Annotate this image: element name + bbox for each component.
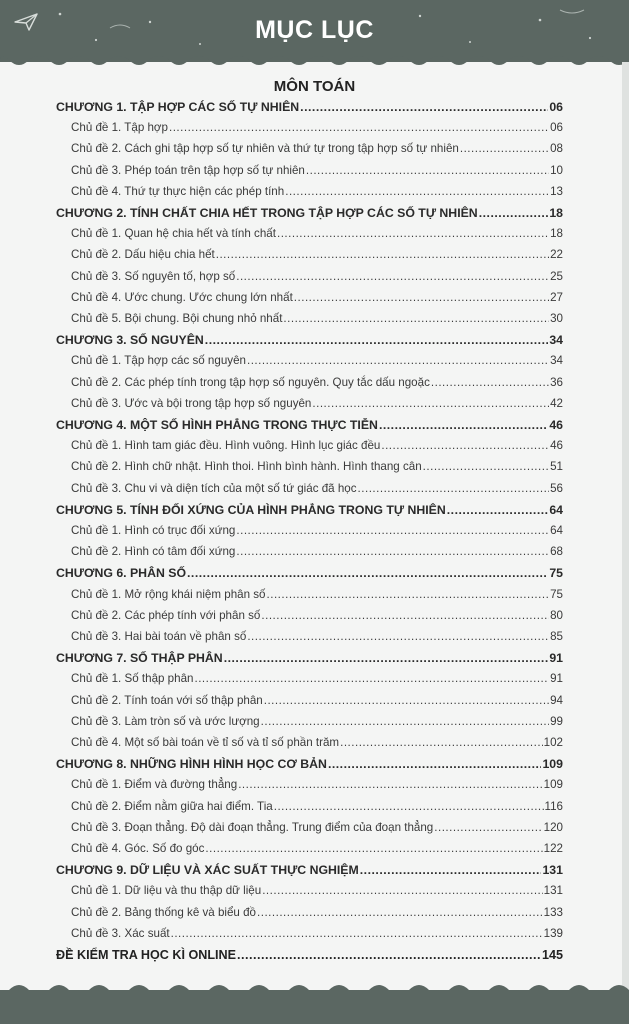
toc-page-number: 18 (550, 227, 563, 241)
toc-chapter-entry (56, 330, 563, 350)
toc-topic-entry (71, 267, 563, 287)
dot-leader (194, 669, 549, 689)
toc-page-number: 91 (549, 651, 563, 666)
toc-chapter-entry (56, 203, 563, 223)
dot-leader (247, 351, 549, 371)
toc-entry-label: Chủ đề 4. Thứ tự thực hiện các phép tính (71, 184, 285, 198)
dot-leader (257, 903, 543, 923)
toc-entry-label: CHƯƠNG 3. SỐ NGUYÊN (56, 333, 204, 348)
toc-entry-label: Chủ đề 1. Quan hệ chia hết và tính chất (71, 227, 276, 241)
toc-page-number: 133 (543, 905, 563, 919)
toc-topic-entry (71, 457, 563, 477)
dot-leader (447, 500, 549, 520)
toc-entry-label: ĐỀ KIỂM TRA HỌC KÌ ONLINE (56, 948, 237, 962)
toc-topic-entry (71, 182, 563, 202)
toc-entry-label: Chủ đề 3. Xác suất (71, 926, 170, 940)
toc-entry-label: Chủ đề 3. Phép toán trên tập hợp số tự nhiên (71, 163, 305, 177)
toc-page-number: 22 (550, 248, 563, 262)
toc-entry-label: Chủ đề 3. Chu vi và diện tích của một số tứ giác đã học (71, 481, 357, 495)
toc-entry-label: Chủ đề 3. Đoạn thẳng. Độ dài đoạn thẳng. Trung điểm của đoạn thẳng (71, 820, 434, 834)
toc-page-number: 56 (550, 481, 563, 495)
subject-heading: MÔN TOÁN (273, 78, 356, 95)
dot-leader (238, 775, 542, 795)
toc-chapter-entry (56, 563, 563, 583)
toc-page-number: 42 (550, 396, 563, 410)
dot-leader (358, 479, 550, 499)
toc-topic-entry (71, 521, 563, 541)
toc-page-number: 10 (550, 163, 563, 177)
dot-leader (306, 161, 549, 181)
toc-entry-label: Chủ đề 2. Bảng thống kê và biểu đồ (71, 905, 256, 919)
toc-page-number: 25 (550, 269, 563, 283)
toc-entry-label: Chủ đề 4. Góc. Số đo góc (71, 842, 205, 855)
toc-entry-label: CHƯƠNG 9. DỮ LIỆU VÀ XÁC SUẤT THỰC NGHIỆM (56, 863, 359, 878)
dot-leader (169, 118, 549, 138)
toc-chapter-entry (56, 500, 563, 520)
dot-leader (247, 627, 549, 647)
toc-topic-entry (71, 818, 563, 838)
toc-entry-label: Chủ đề 2. Tính toán với số thập phân (71, 693, 263, 707)
toc-topic-entry (71, 712, 563, 732)
toc-topic-entry (71, 775, 563, 795)
toc-entry-label: Chủ đề 2. Điểm nằm giữa hai điểm. Tia (71, 799, 273, 813)
toc-topic-entry (71, 797, 563, 817)
dot-leader (300, 97, 548, 117)
toc-entry-label: Chủ đề 1. Mở rộng khái niệm phân số (71, 587, 266, 601)
toc-topic-entry (71, 691, 563, 711)
dot-leader (294, 288, 549, 308)
toc-page-number: 18 (549, 206, 563, 220)
toc-entry-label: Chủ đề 2. Các phép tính trong tập hợp số nguyên. Quy tắc dấu ngoặc (71, 375, 430, 389)
dot-leader (224, 648, 549, 668)
toc-page-number: 102 (543, 736, 563, 749)
toc-page-number: 109 (542, 757, 563, 772)
toc-entry-label: CHƯƠNG 6. PHÂN SỐ (56, 566, 187, 581)
dot-leader (460, 139, 549, 159)
toc-entry-label: CHƯƠNG 2. TÍNH CHẤT CHIA HẾT TRONG TẬP HỢP CÁC SỐ TỰ NHIÊN (56, 206, 478, 220)
toc-page-number: 109 (543, 778, 563, 792)
toc-entry-label: Chủ đề 4. Một số bài toán về tỉ số và tỉ số phần trăm (71, 736, 340, 749)
dot-leader (171, 924, 543, 944)
toc-entry-label: Chủ đề 1. Số thập phân (71, 672, 194, 686)
toc-page-number: 139 (543, 926, 563, 940)
toc-topic-entry (71, 839, 563, 859)
dot-leader (434, 818, 542, 838)
dot-leader (216, 245, 549, 265)
toc-chapter-entry (56, 860, 563, 880)
toc-entry-label: Chủ đề 3. Ước và bội trong tập hợp số nguyên (71, 396, 312, 410)
toc-entry-label: Chủ đề 2. Các phép tính với phân số (71, 608, 261, 622)
dot-leader (205, 330, 549, 350)
dot-leader (479, 203, 549, 223)
toc-topic-entry (71, 903, 563, 923)
toc-page-number: 120 (543, 820, 563, 834)
toc-chapter-entry (56, 97, 563, 117)
toc-page-number: 145 (541, 948, 563, 962)
toc-page-number: 34 (550, 354, 563, 368)
toc-topic-entry (71, 585, 563, 605)
toc-page-number: 131 (543, 884, 563, 898)
toc-entry-label: Chủ đề 3. Số nguyên tố, hợp số (71, 269, 236, 283)
toc-topic-entry (71, 351, 563, 371)
toc-chapter-entry (56, 648, 563, 668)
toc-entry-label: Chủ đề 3. Hai bài toán về phân số (71, 630, 247, 643)
toc-topic-entry (71, 881, 563, 901)
toc-final-entry (56, 945, 563, 965)
toc-topic-entry (71, 288, 563, 308)
toc-page-number: 46 (550, 439, 563, 453)
toc-page-number: 99 (550, 714, 563, 728)
toc-page-number: 116 (544, 799, 563, 813)
toc-entry-label: Chủ đề 5. Bội chung. Bội chung nhỏ nhất (71, 312, 283, 325)
dot-leader (381, 436, 549, 456)
toc-topic-entry (71, 436, 563, 456)
dot-leader (312, 394, 549, 414)
toc-entry-label: CHƯƠNG 8. NHỮNG HÌNH HÌNH HỌC CƠ BẢN (56, 757, 327, 772)
dot-leader (262, 881, 542, 901)
toc-entry-label: CHƯƠNG 1. TẬP HỢP CÁC SỐ TỰ NHIÊN (56, 100, 300, 114)
toc-page-number: 64 (549, 502, 563, 517)
toc-page-number: 64 (550, 524, 563, 537)
dot-leader (277, 224, 549, 244)
toc-entry-label: CHƯƠNG 7. SỐ THẬP PHÂN (56, 651, 223, 666)
dot-leader (267, 585, 550, 605)
toc-page-number: 08 (550, 142, 563, 156)
dot-leader (431, 373, 549, 393)
toc-page-number: 36 (550, 375, 563, 389)
dot-leader (328, 754, 542, 774)
toc-topic-entry (71, 161, 563, 181)
toc-page-number: 06 (549, 100, 563, 114)
dot-leader (285, 182, 549, 202)
page-edge (622, 62, 629, 992)
toc-page-number: 131 (542, 863, 563, 878)
toc-page-number: 27 (550, 290, 563, 304)
toc-page-number: 122 (543, 842, 563, 855)
toc-entry-label: Chủ đề 1. Hình có trục đối xứng (71, 524, 236, 537)
toc-entry-label: Chủ đề 1. Dữ liệu và thu thập dữ liệu (71, 884, 262, 898)
toc-entry-label: Chủ đề 1. Điểm và đường thẳng (71, 778, 238, 792)
toc-topic-entry (71, 627, 563, 647)
toc-entry-label: Chủ đề 2. Hình có tâm đối xứng (71, 545, 236, 559)
toc-page-number: 80 (550, 608, 563, 622)
toc-topic-entry (71, 542, 563, 562)
toc-chapter-entry (56, 754, 563, 774)
dot-leader (205, 839, 542, 859)
header-wave-edge (0, 50, 629, 72)
toc-entry-label: Chủ đề 1. Tập hợp (71, 121, 168, 135)
toc-topic-entry (71, 309, 563, 329)
toc-entry-label: CHƯƠNG 4. MỘT SỐ HÌNH PHẲNG TRONG THỰC TIỄN (56, 418, 378, 432)
toc-topic-entry (71, 118, 563, 138)
toc-entry-label: Chủ đề 4. Ước chung. Ước chung lớn nhất (71, 290, 293, 304)
toc-page-number: 13 (550, 184, 563, 198)
toc-topic-entry (71, 669, 563, 689)
dot-leader (261, 712, 549, 732)
toc-page-number: 06 (550, 121, 563, 135)
toc-topic-entry (71, 245, 563, 265)
toc-entry-label: Chủ đề 3. Làm tròn số và ước lượng (71, 714, 260, 728)
toc-page-number: 75 (550, 587, 563, 601)
page-title: MỤC LỤC (255, 16, 374, 44)
toc-chapter-entry (56, 415, 563, 435)
toc-topic-entry (71, 373, 563, 393)
footer-band (0, 990, 629, 1024)
dot-leader (261, 606, 549, 626)
toc-entry-label: Chủ đề 2. Hình chữ nhật. Hình thoi. Hình bình hành. Hình thang cân (71, 460, 422, 474)
toc-page-number: 34 (549, 333, 563, 348)
toc-entry-label: Chủ đề 1. Hình tam giác đều. Hình vuông. Hình lục giác đều (71, 439, 381, 453)
toc-topic-entry (71, 606, 563, 626)
dot-leader (274, 797, 544, 817)
dot-leader (264, 691, 549, 711)
dot-leader (423, 457, 549, 477)
dot-leader (236, 521, 549, 541)
toc-entry-label: CHƯƠNG 5. TÍNH ĐỐI XỨNG CỦA HÌNH PHẲNG TRONG TỰ NHIÊN (56, 502, 446, 517)
toc-page-number: 75 (549, 566, 563, 581)
dot-leader (236, 267, 549, 287)
toc-entry-label: Chủ đề 1. Tập hợp các số nguyên (71, 354, 246, 368)
toc-topic-entry (71, 924, 563, 944)
dot-leader (340, 733, 543, 753)
toc-topic-entry (71, 733, 563, 753)
toc-entry-label: Chủ đề 2. Cách ghi tập hợp số tự nhiên và thứ tự trong tập hợp số tự nhiên (71, 142, 459, 156)
toc-entry-label: Chủ đề 2. Dấu hiệu chia hết (71, 248, 215, 262)
toc-page-number: 91 (550, 672, 563, 686)
dot-leader (360, 860, 542, 880)
toc-topic-entry (71, 394, 563, 414)
toc-page-number: 85 (550, 630, 563, 643)
toc-topic-entry (71, 479, 563, 499)
toc-page-number: 68 (550, 545, 563, 559)
toc-page-number: 94 (550, 693, 563, 707)
dot-leader (283, 309, 549, 329)
toc-page-number: 30 (550, 312, 563, 325)
toc-topic-entry (71, 224, 563, 244)
toc-topic-entry (71, 139, 563, 159)
dot-leader (187, 563, 548, 583)
dot-leader (236, 542, 549, 562)
dot-leader (379, 415, 548, 435)
toc-page-number: 46 (549, 418, 563, 432)
dot-leader (237, 945, 541, 965)
toc-page-number: 51 (550, 460, 563, 474)
